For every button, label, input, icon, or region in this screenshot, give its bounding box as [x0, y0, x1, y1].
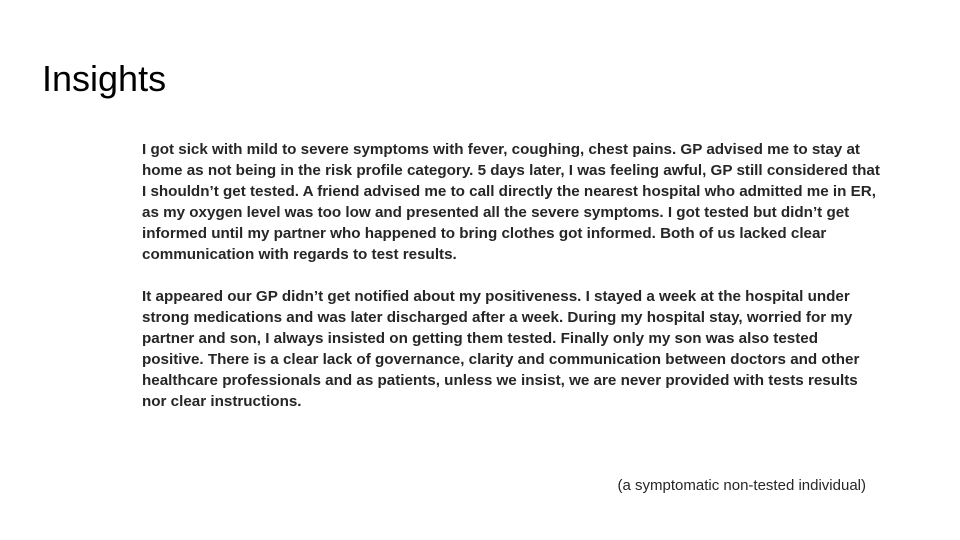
quote-attribution: (a symptomatic non-tested individual) — [617, 477, 866, 494]
quote-paragraph-1: I got sick with mild to severe symptoms with fever, coughing, chest pains. GP advised me to stay at home as not being in the risk profile category. 5 days later, I was feeling awful, GP still considered that I shouldn’t get tested. A friend advised me to call directly the nearest hospital who admitted me in ER, as my oxygen level was too low and presented all the severe symptoms. I got tested but didn’t get informed until my partner who happened to bring clothes got informed. Both of us lacked clear communication with regards to test results. — [142, 141, 880, 263]
quote-paragraph-2: It appeared our GP didn’t get notified about my positiveness. I stayed a week at the hospital under strong medications and was later discharged after a week. During my hospital stay, worried for my partner and son, I always insisted on getting them tested. Finally only my son was also tested positive. There is a clear lack of governance, clarity and communication between doctors and other healthcare professionals and as patients, unless we insist, we are never provided with tests results nor clear instructions. — [142, 288, 860, 410]
testimonial-quote — [142, 139, 882, 412]
slide-title: Insights — [42, 58, 167, 99]
